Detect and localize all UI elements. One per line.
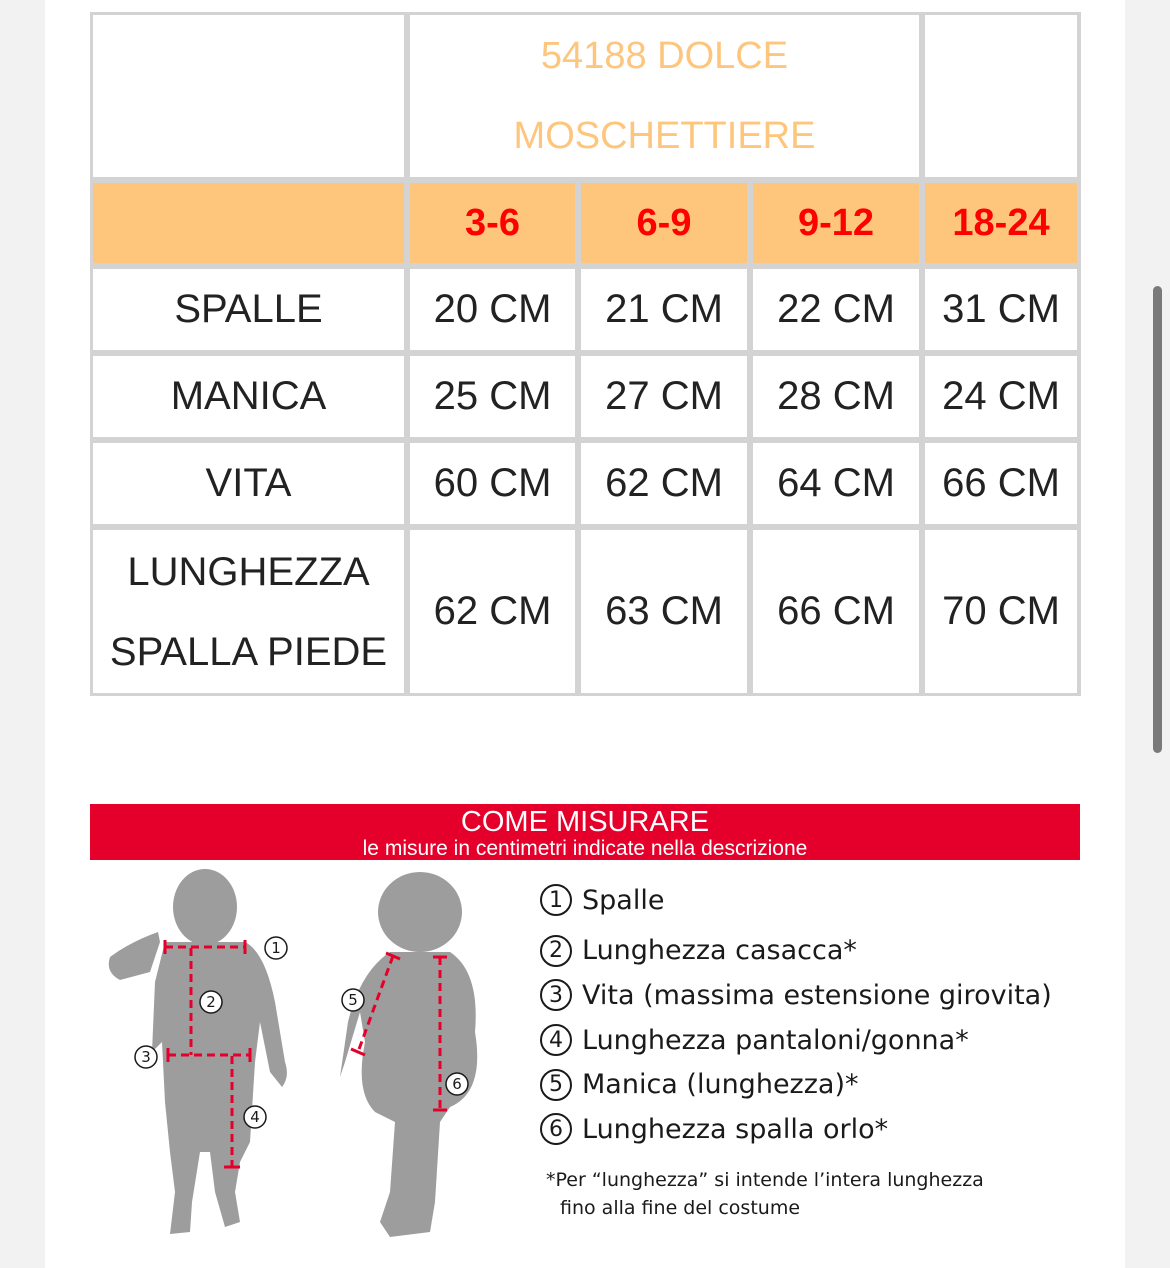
size-header-6-9: 6-9 (581, 183, 747, 263)
legend-item (540, 878, 1085, 923)
table-cell: 27 CM (581, 356, 747, 437)
legend-number: 2 (540, 935, 572, 967)
legend-label: Lunghezza spalla orlo* (582, 1113, 889, 1145)
size-header-9-12: 9-12 (753, 183, 919, 263)
table-cell: 24 CM (925, 356, 1077, 437)
marker-3: 3 (141, 1048, 151, 1066)
row-label-lunghezza-line1: LUNGHEZZA (127, 549, 370, 594)
legend-label: Spalle (582, 884, 665, 916)
child-front-silhouette (109, 869, 287, 1234)
legend-label: Lunghezza casacca* (582, 935, 857, 967)
table-cell: 21 CM (581, 269, 747, 350)
footnote-line2: fino alla fine del costume (560, 1197, 801, 1219)
legend-number: 4 (540, 1024, 572, 1056)
table-cell: 25 CM (410, 356, 575, 437)
size-header-3-6: 3-6 (410, 183, 575, 263)
legend-label: Lunghezza pantaloni/gonna* (582, 1024, 969, 1056)
footnote-line1: *Per “lunghezza” si intende l’intera lunghezza (546, 1169, 984, 1191)
table-cell: 20 CM (410, 269, 575, 350)
size-table (90, 12, 1081, 696)
table-cell: 64 CM (753, 443, 919, 524)
legend-item (540, 973, 1085, 1018)
table-cell: 31 CM (925, 269, 1077, 350)
size-header-corner (93, 183, 404, 263)
table-cell: 62 CM (410, 530, 575, 693)
legend-number: 3 (540, 979, 572, 1011)
legend-item (540, 1018, 1085, 1063)
legend-item (540, 1107, 1085, 1152)
measure-legend (540, 878, 1085, 1152)
legend-label: Vita (massima estensione girovita) (582, 979, 1052, 1011)
row-label-vita: VITA (93, 443, 404, 524)
row-label-lunghezza (93, 530, 404, 693)
table-cell: 60 CM (410, 443, 575, 524)
row-label-manica: MANICA (93, 356, 404, 437)
scrollbar-thumb[interactable] (1153, 286, 1162, 753)
marker-5: 5 (348, 991, 358, 1009)
measurement-figures (90, 862, 510, 1262)
row-label-lunghezza-line2: SPALLA PIEDE (109, 629, 388, 674)
how-to-measure-banner (90, 804, 1080, 860)
table-corner-cell (93, 15, 404, 177)
row-label-spalle: SPALLE (93, 269, 404, 350)
product-title-line2: MOSCHETTIERE (513, 115, 816, 157)
legend-number: 1 (540, 884, 572, 916)
marker-1: 1 (271, 939, 281, 957)
legend-item (540, 1062, 1085, 1107)
table-cell: 62 CM (581, 443, 747, 524)
marker-4: 4 (250, 1108, 260, 1126)
legend-number: 5 (540, 1069, 572, 1101)
legend-number: 6 (540, 1113, 572, 1145)
product-title (410, 15, 919, 177)
size-header-18-24: 18-24 (925, 183, 1077, 263)
table-cell: 22 CM (753, 269, 919, 350)
table-cell: 66 CM (925, 443, 1077, 524)
product-title-line1: 54188 DOLCE (540, 35, 789, 77)
banner-subtitle: le misure in centimetri indicate nella descrizione (362, 837, 808, 860)
table-cell: 66 CM (753, 530, 919, 693)
legend-item (540, 929, 1085, 974)
legend-label: Manica (lunghezza)* (582, 1069, 859, 1101)
marker-2: 2 (206, 993, 216, 1011)
table-cell: 63 CM (581, 530, 747, 693)
table-cell: 28 CM (753, 356, 919, 437)
table-cell: 70 CM (925, 530, 1077, 693)
length-footnote (546, 1166, 984, 1222)
table-title-empty-cell (925, 15, 1077, 177)
banner-title: COME MISURARE (460, 806, 710, 838)
marker-6: 6 (452, 1075, 462, 1093)
